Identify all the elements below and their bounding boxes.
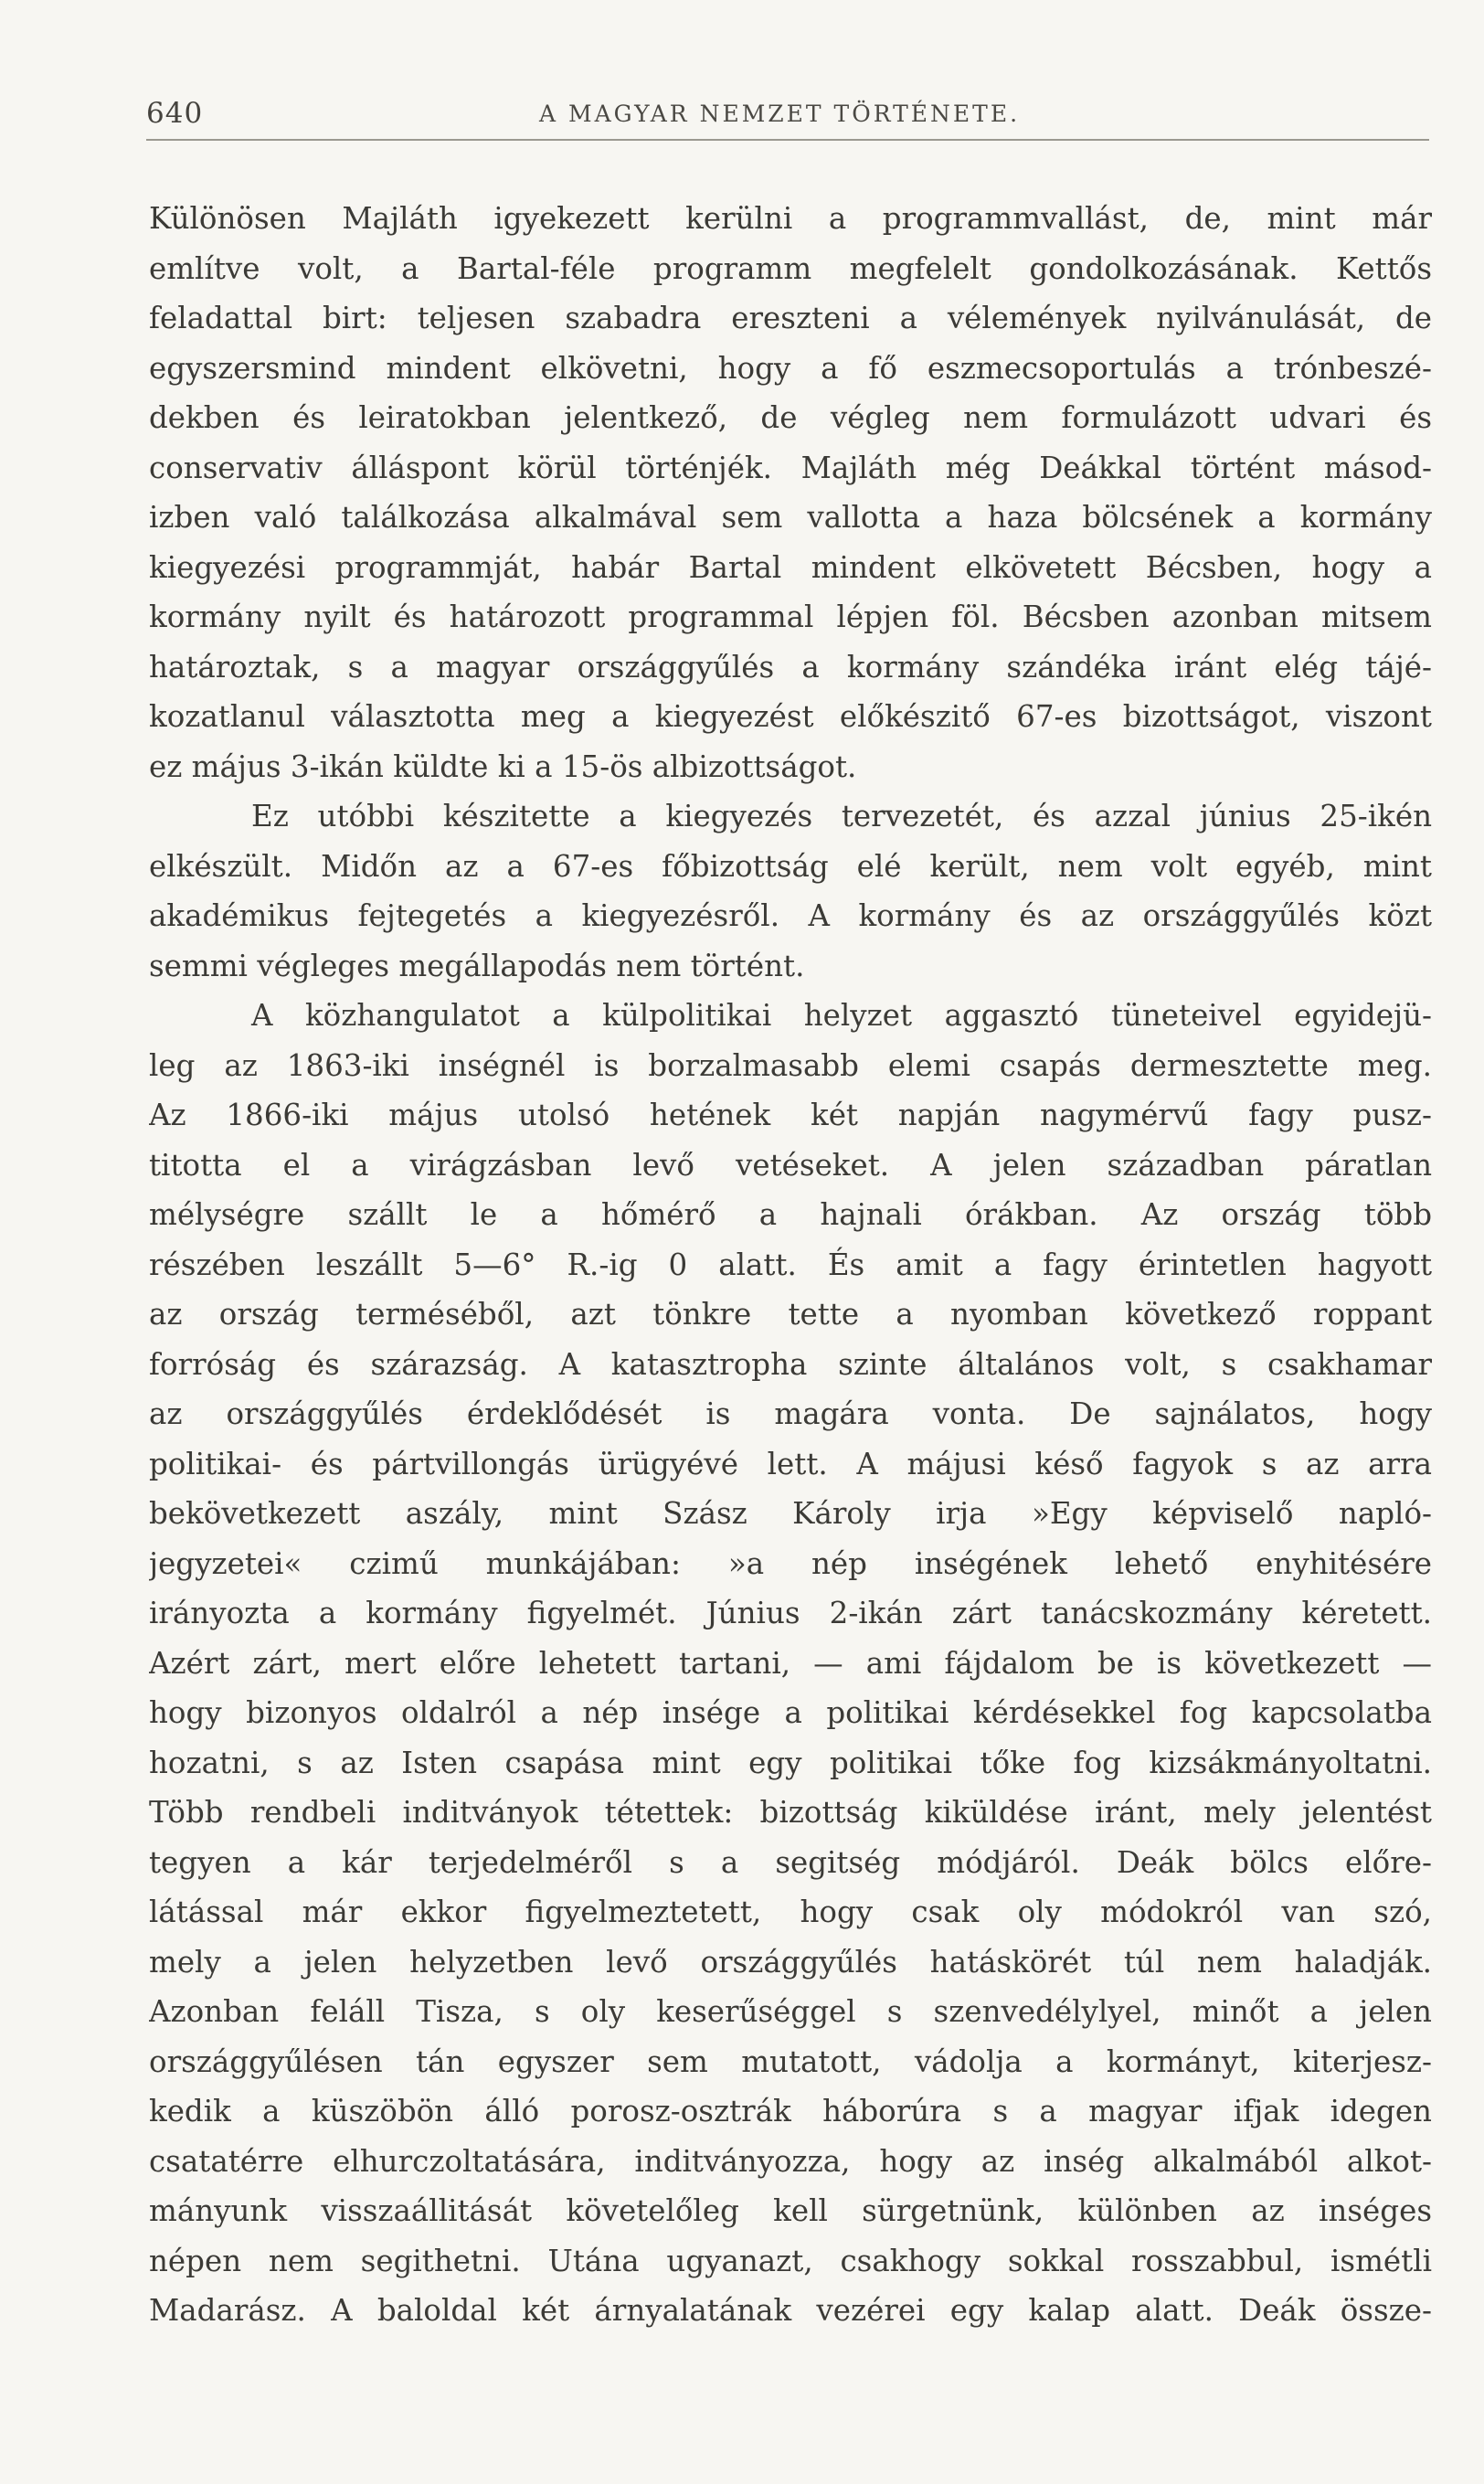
- text-line: kiegyezési programmját, habár Bartal mindent elkövetett Bécsben, hogy a: [149, 549, 1432, 585]
- text-line: Különösen Majláth igyekezett kerülni a programmvallást, de, mint már: [149, 201, 1432, 236]
- text-line: mányunk visszaállitását követelőleg kell sürgetnünk, különben az inséges: [149, 2193, 1432, 2228]
- text-line: kozatlanul választotta meg a kiegyezést előkészitő 67-es bizottságot, viszont: [149, 699, 1432, 734]
- text-line: kormány nyilt és határozott programmal lépjen föl. Bécsben azonban mitsem: [149, 600, 1432, 634]
- running-title: A MAGYAR NEMZET TÖRTÉNETE.: [539, 101, 1021, 127]
- text-line: az országgyűlés érdeklődését is magára vonta. De sajnálatos, hogy: [149, 1396, 1432, 1431]
- text-line: dekben és leiratokban jelentkező, de végleg nem formulázott udvari és: [149, 400, 1432, 435]
- text-line: forróság és szárazság. A katasztropha szinte általános volt, s csakhamar: [149, 1346, 1432, 1382]
- text-line: az ország terméséből, azt tönkre tette a nyomban következő roppant: [149, 1297, 1432, 1332]
- text-line: tegyen a kár terjedelméről s a segitség módjáról. Deák bölcs előre-: [149, 1844, 1432, 1880]
- text-line: mélységre szállt le a hőmérő a hajnali órákban. Az ország több: [149, 1197, 1432, 1232]
- text-line: hozatni, s az Isten csapása mint egy politikai tőke fog kizsákmányoltatni.: [149, 1745, 1432, 1780]
- text-line: akadémikus fejtegetés a kiegyezésről. A kormány és az országgyűlés közt: [149, 898, 1432, 933]
- text-line: jegyzetei« czimű munkájában: »a nép inségének lehető enyhitésére: [149, 1545, 1432, 1581]
- text-line: kedik a küszöbön álló porosz-osztrák háborúra s a magyar ifjak idegen: [149, 2094, 1432, 2128]
- text-line: feladattal birt: teljesen szabadra ereszteni a vélemények nyilvánulását, de: [149, 301, 1432, 335]
- text-line: Azonban feláll Tisza, s oly keserűséggel s szenvedélylyel, minőt a jelen: [149, 1994, 1432, 2029]
- text-line: titotta el a virágzásban levő vetéseket. A jelen században páratlan: [149, 1147, 1432, 1183]
- text-line: részében leszállt 5—6° R.-ig 0 alatt. És amit a fagy érintetlen hagyott: [149, 1247, 1432, 1282]
- text-line: hogy bizonyos oldalról a nép insége a politikai kérdésekkel fog kapcsolatba: [149, 1695, 1432, 1730]
- text-line: Az 1866-iki május utolsó hetének két napján nagymérvű fagy pusz-: [149, 1098, 1432, 1132]
- text-line: bekövetkezett aszály, mint Szász Károly irja »Egy képviselő napló-: [149, 1496, 1432, 1531]
- text-line: conservativ álláspont körül történjék. Majláth még Deákkal történt másod-: [149, 450, 1432, 485]
- text-line: Madarász. A baloldal két árnyalatának vezérei egy kalap alatt. Deák össze-: [149, 2293, 1432, 2328]
- text-line: Azért zárt, mert előre lehetett tartani, — ami fájdalom be is következett —: [149, 1645, 1432, 1681]
- text-line: semmi végleges megállapodás nem történt.: [149, 948, 805, 983]
- text-line: A közhangulatot a külpolitikai helyzet aggasztó tüneteivel egyidejü-: [251, 998, 1432, 1033]
- body-text: [149, 194, 1432, 2336]
- text-line: említve volt, a Bartal-féle programm megfelelt gondolkozásának. Kettős: [149, 250, 1432, 286]
- text-line: Több rendbeli inditványok tétettek: bizottság kiküldése iránt, mely jelentést: [149, 1795, 1432, 1830]
- text-line: leg az 1863-iki inségnél is borzalmasabb elemi csapás dermesztette meg.: [149, 1047, 1432, 1083]
- page-header: [146, 91, 1429, 141]
- text-line: népen nem segithetni. Utána ugyanazt, csakhogy sokkal rosszabbul, ismétli: [149, 2243, 1432, 2278]
- text-line: látással már ekkor figyelmeztetett, hogy csak oly módokról van szó,: [149, 1895, 1432, 1929]
- text-line: egyszersmind mindent elkövetni, hogy a fő eszmecsoportulás a trónbeszé-: [149, 350, 1432, 386]
- text-line: Ez utóbbi készitette a kiegyezés tervezetét, és azzal június 25-ikén: [251, 799, 1432, 833]
- text-line: országgyűlésen tán egyszer sem mutatott, vádolja a kormányt, kiterjesz-: [149, 2043, 1432, 2079]
- text-line: irányozta a kormány figyelmét. Június 2-ikán zárt tanácskozmány kéretett.: [149, 1596, 1432, 1630]
- text-line: izben való találkozása alkalmával sem vallotta a haza bölcsének a kormány: [149, 500, 1432, 535]
- page-number: 640: [146, 97, 204, 130]
- text-line: csatatérre elhurczoltatására, inditványozza, hogy az inség alkalmából alkot-: [149, 2143, 1432, 2179]
- text-line: ez május 3-ikán küldte ki a 15-ös albizottságot.: [149, 748, 857, 784]
- text-line: elkészült. Midőn az a 67-es főbizottság elé került, nem volt egyéb, mint: [149, 848, 1432, 884]
- text-line: mely a jelen helyzetben levő országgyűlés hatáskörét túl nem haladják.: [149, 1944, 1432, 1980]
- text-line: határoztak, s a magyar országgyűlés a kormány szándéka iránt elég tájé-: [149, 649, 1432, 685]
- text-line: politikai- és pártvillongás ürügyévé lett. A májusi késő fagyok s az arra: [149, 1446, 1432, 1481]
